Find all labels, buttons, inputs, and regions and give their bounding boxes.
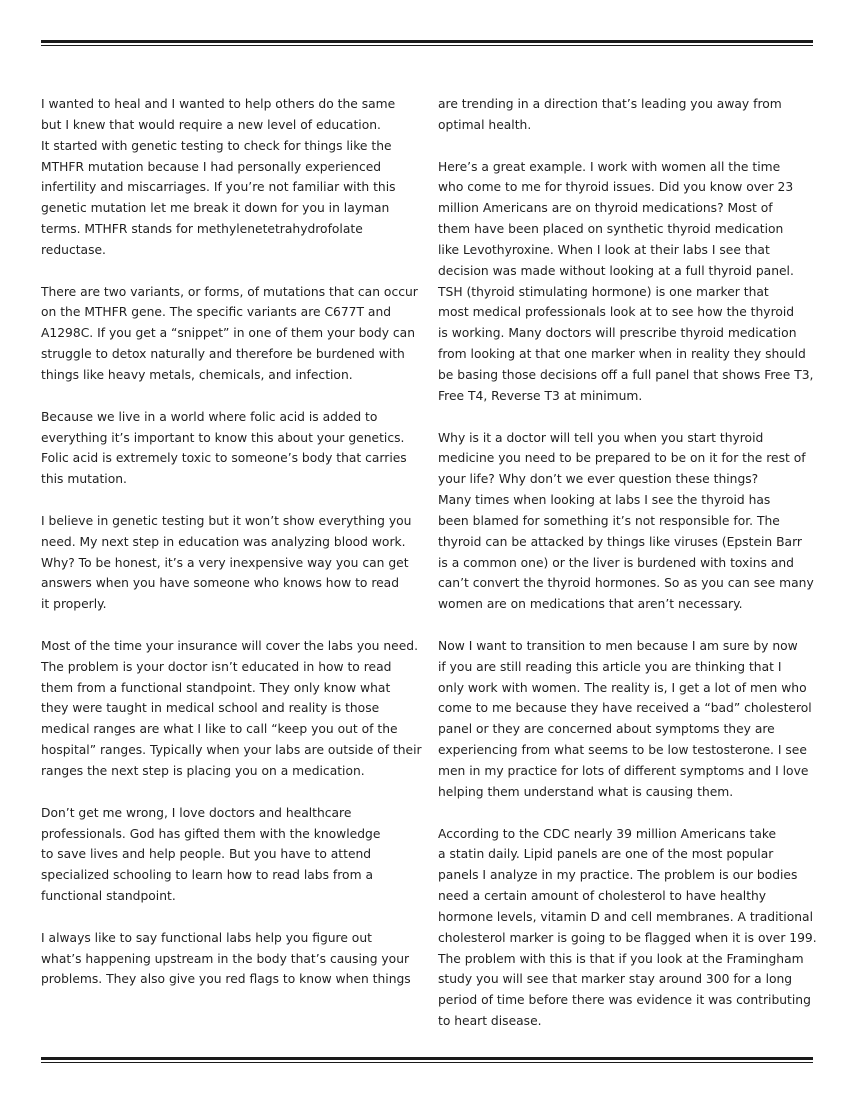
text-line: what’s happening upstream in the body that’s causing your: [41, 951, 410, 966]
text-line: been blamed for something it’s not responsible for. The: [438, 513, 780, 528]
text-line: answers when you have someone who knows how to read: [41, 576, 400, 591]
text-line: million Americans are on thyroid medications? Most of: [438, 201, 773, 216]
text-line: need. My next step in education was analyzing blood work.: [41, 534, 406, 549]
text-line: period of time before there was evidence it was contributing: [438, 993, 811, 1008]
text-line: be basing those decisions off a full panel that shows Free T3,: [438, 367, 814, 382]
paragraph: [41, 928, 421, 991]
paragraph: [41, 407, 421, 490]
text-line: come to me because they have received a “bad” cholesterol: [438, 701, 812, 716]
paragraph: [438, 636, 818, 803]
text-line: specialized schooling to learn how to read labs from a: [41, 868, 373, 883]
text-line: reductase.: [41, 242, 106, 257]
text-line: I believe in genetic testing but it won’t show everything you: [41, 513, 412, 528]
text-line: cholesterol marker is going to be flagged when it is over 199.: [438, 930, 817, 945]
text-line: panel or they are concerned about symptoms they are: [438, 722, 775, 737]
text-line: infertility and miscarriages. If you’re not familiar with this: [41, 180, 396, 195]
text-line: but I knew that would require a new level of education.: [41, 117, 381, 132]
paragraph: [438, 157, 818, 407]
text-line: experiencing from what seems to be low testosterone. I see: [438, 743, 807, 758]
text-line: only work with women. The reality is, I get a lot of men who: [438, 680, 807, 695]
text-line: optimal health.: [438, 117, 532, 132]
text-line: who come to me for thyroid issues. Did you know over 23: [438, 180, 794, 195]
text-line: TSH (thyroid stimulating hormone) is one marker that: [438, 284, 769, 299]
text-line: genetic mutation let me break it down for you in layman: [41, 201, 390, 216]
text-line: Many times when looking at labs I see the thyroid has: [438, 493, 771, 508]
text-line: things like heavy metals, chemicals, and infection.: [41, 367, 353, 382]
text-line: There are two variants, or forms, of mutations that can occur: [41, 284, 418, 299]
text-line: Why? To be honest, it’s a very inexpensive way you can get: [41, 555, 409, 570]
text-line: them have been placed on synthetic thyroid medication: [438, 222, 784, 237]
right-column: [438, 94, 818, 1032]
text-line: to heart disease.: [438, 1014, 542, 1029]
text-line: decision was made without looking at a full thyroid panel.: [438, 263, 794, 278]
text-line: if you are still reading this article you are thinking that I: [438, 659, 782, 674]
text-line: to save lives and help people. But you have to attend: [41, 847, 372, 862]
text-line: need a certain amount of cholesterol to have healthy: [438, 889, 767, 904]
left-column: [41, 94, 421, 990]
text-line: I wanted to heal and I wanted to help others do the same: [41, 97, 396, 111]
paragraph: [41, 511, 421, 615]
text-line: Free T4, Reverse T3 at minimum.: [438, 388, 643, 403]
text-line: It started with genetic testing to check for things like the: [41, 138, 392, 153]
text-line: your life? Why don’t we ever question these things?: [438, 472, 759, 487]
text-line: Folic acid is extremely toxic to someone’s body that carries: [41, 451, 407, 466]
paragraph: [41, 636, 421, 782]
text-line: everything it’s important to know this about your genetics.: [41, 430, 405, 445]
paragraph: [41, 94, 421, 261]
text-line: them from a functional standpoint. They only know what: [41, 680, 391, 695]
text-line: I always like to say functional labs help you figure out: [41, 930, 372, 945]
paragraph: [438, 94, 818, 136]
text-line: The problem is your doctor isn’t educated in how to read: [41, 659, 392, 674]
text-line: is working. Many doctors will prescribe thyroid medication: [438, 326, 797, 341]
text-line: thyroid can be attacked by things like viruses (Epstein Barr: [438, 534, 802, 549]
text-line: According to the CDC nearly 39 million Americans take: [438, 826, 777, 841]
text-line: they were taught in medical school and reality is those: [41, 701, 380, 716]
text-line: Most of the time your insurance will cover the labs you need.: [41, 638, 419, 653]
text-line: functional standpoint.: [41, 889, 176, 904]
text-line: most medical professionals look at to see how the thyroid: [438, 305, 795, 320]
paragraph: [41, 803, 421, 907]
text-line: problems. They also give you red flags to know when things: [41, 972, 411, 987]
text-line: it properly.: [41, 597, 107, 612]
text-line: hormone levels, vitamin D and cell membranes. A traditional: [438, 909, 813, 924]
text-line: this mutation.: [41, 472, 127, 487]
text-line: are trending in a direction that’s leading you away from: [438, 97, 782, 111]
text-line: ranges the next step is placing you on a medication.: [41, 764, 365, 778]
paragraph: [438, 824, 818, 1032]
text-line: helping them understand what is causing them.: [438, 784, 734, 799]
top-divider: [41, 40, 813, 46]
text-line: medicine you need to be prepared to be on it for the rest of: [438, 451, 806, 466]
text-line: Because we live in a world where folic acid is added to: [41, 409, 378, 424]
text-line: MTHFR mutation because I had personally experienced: [41, 159, 382, 174]
text-line: Here’s a great example. I work with women all the time: [438, 159, 781, 174]
text-line: medical ranges are what I like to call “keep you out of the: [41, 722, 398, 737]
text-line: study you will see that marker stay around 300 for a long: [438, 972, 793, 987]
text-line: men in my practice for lots of different symptoms and I love: [438, 764, 809, 778]
text-line: terms. MTHFR stands for methylenetetrahydrofolate: [41, 222, 363, 237]
text-line: from looking at that one marker when in reality they should: [438, 347, 806, 362]
text-line: can’t convert the thyroid hormones. So as you can see many: [438, 576, 814, 591]
text-line: on the MTHFR gene. The specific variants are C677T and: [41, 305, 392, 320]
text-line: The problem with this is that if you look at the Framingham: [438, 951, 804, 966]
text-line: panels I analyze in my practice. The problem is our bodies: [438, 868, 798, 883]
text-line: is a common one) or the liver is burdened with toxins and: [438, 555, 794, 570]
paragraph: [41, 282, 421, 386]
text-line: Now I want to transition to men because I am sure by now: [438, 638, 798, 653]
text-line: women are on medications that aren’t necessary.: [438, 597, 743, 612]
text-line: hospital” ranges. Typically when your labs are outside of their: [41, 743, 422, 758]
text-line: like Levothyroxine. When I look at their labs I see that: [438, 242, 770, 257]
text-line: struggle to detox naturally and therefore be burdened with: [41, 347, 405, 362]
paragraph: [438, 428, 818, 616]
bottom-divider: [41, 1057, 813, 1063]
text-line: Why is it a doctor will tell you when you start thyroid: [438, 430, 764, 445]
text-line: a statin daily. Lipid panels are one of the most popular: [438, 847, 774, 862]
text-line: professionals. God has gifted them with the knowledge: [41, 826, 381, 841]
text-line: Don’t get me wrong, I love doctors and healthcare: [41, 805, 352, 820]
text-line: A1298C. If you get a “snippet” in one of them your body can: [41, 326, 415, 341]
